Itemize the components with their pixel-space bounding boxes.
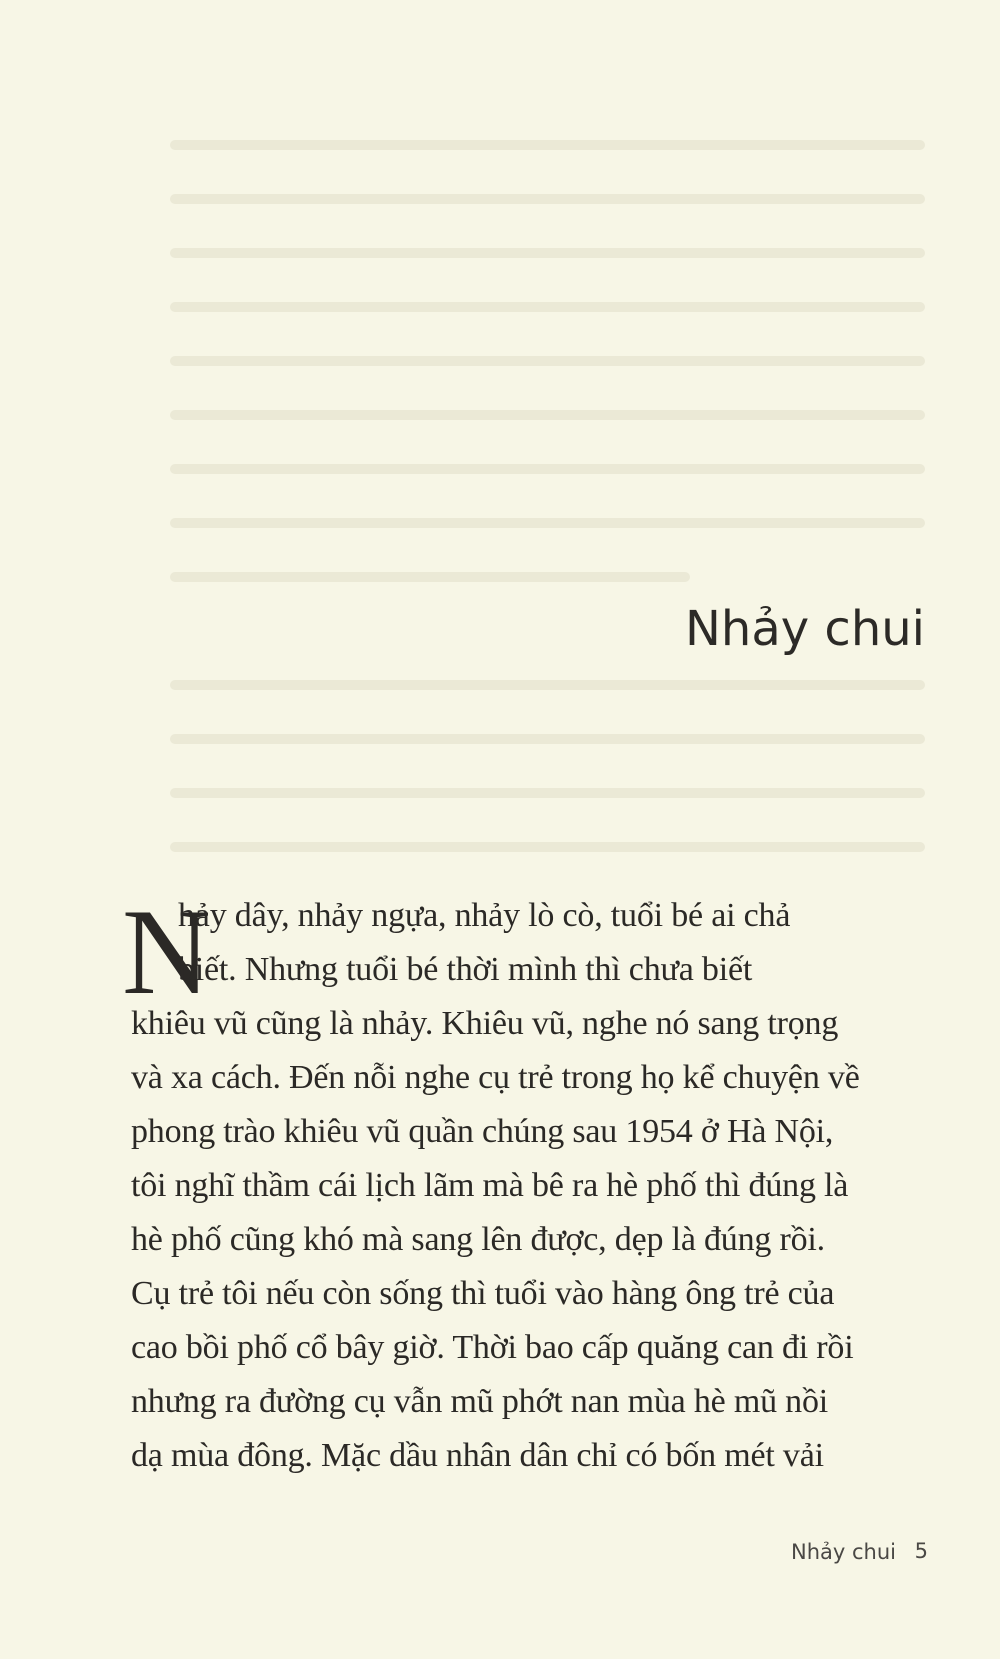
text-line: cao bồi phố cổ bây giờ. Thời bao cấp quăng can đi rồi <box>131 1329 854 1366</box>
running-title: Nhảy chui <box>791 1540 896 1564</box>
show-through-line <box>170 356 925 366</box>
text-line: nhưng ra đường cụ vẫn mũ phớt nan mùa hè mũ nồi <box>131 1383 829 1420</box>
show-through-line <box>170 410 925 420</box>
text-line: khiêu vũ cũng là nhảy. Khiêu vũ, nghe nó sang trọng <box>131 1005 839 1042</box>
text-line: dạ mùa đông. Mặc dầu nhân dân chỉ có bốn mét vải <box>131 1437 824 1474</box>
text-line: và xa cách. Đến nỗi nghe cụ trẻ trong họ kể chuyện về <box>131 1059 860 1096</box>
text-line: phong trào khiêu vũ quần chúng sau 1954 ở Hà Nội, <box>131 1113 834 1150</box>
chapter-title: Nhảy chui <box>685 601 925 657</box>
show-through-line <box>170 680 925 690</box>
show-through-line <box>170 140 925 150</box>
text-line: Cụ trẻ tôi nếu còn sống thì tuổi vào hàng ông trẻ của <box>131 1275 835 1312</box>
text-line: hảy dây, nhảy ngựa, nhảy lò cò, tuổi bé ai chả <box>178 897 791 934</box>
drop-cap: N <box>122 883 211 1020</box>
show-through-line <box>170 788 925 798</box>
show-through-line <box>170 302 925 312</box>
text-line: hè phố cũng khó mà sang lên được, dẹp là đúng rồi. <box>131 1221 825 1258</box>
text-line: biết. Nhưng tuổi bé thời mình thì chưa biết <box>178 951 753 988</box>
show-through-line <box>170 464 925 474</box>
show-through-line <box>170 734 925 744</box>
show-through-line <box>170 572 690 582</box>
show-through-line <box>170 518 925 528</box>
show-through-line <box>170 842 925 852</box>
show-through-line <box>170 194 925 204</box>
page-number: 5 <box>914 1539 928 1563</box>
text-line: tôi nghĩ thầm cái lịch lãm mà bê ra hè phố thì đúng là <box>131 1167 849 1204</box>
show-through-line <box>170 248 925 258</box>
